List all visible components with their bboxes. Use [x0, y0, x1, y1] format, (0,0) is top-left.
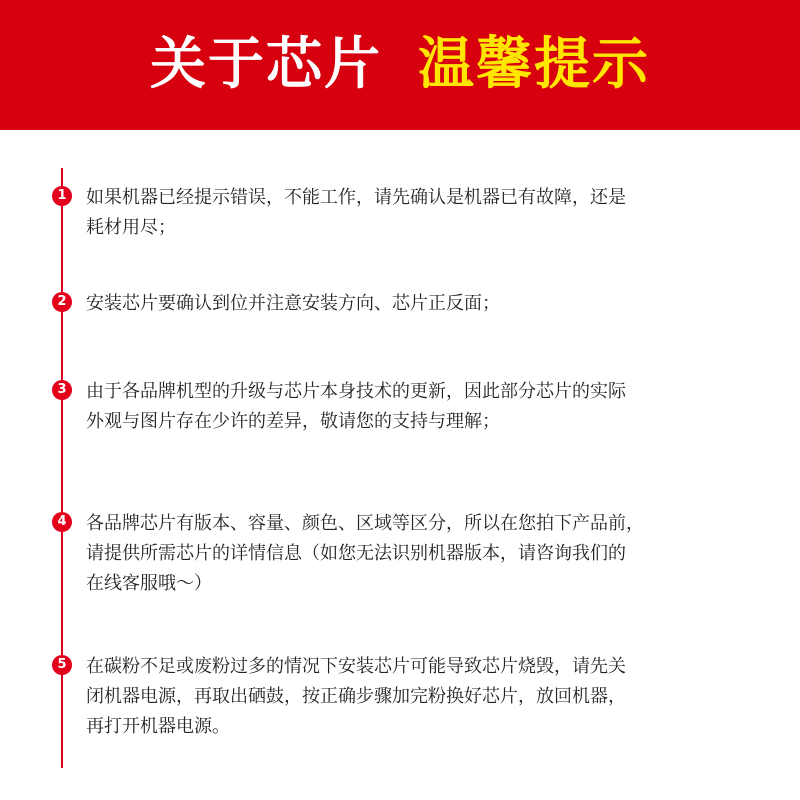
tip-item-2 — [52, 289, 772, 319]
tip-text: 由于各品牌机型的升级与芯片本身技术的更新，因此部分芯片的实际 外观与图片存在少许的差异，敬请您的支持与理解； — [86, 381, 626, 432]
title-about-chip: 关于芯片 — [150, 32, 382, 97]
number-badge-icon: 4 — [52, 512, 72, 532]
tip-text: 如果机器已经提示错误，不能工作，请先确认是机器已有故障，还是 耗材用尽； — [86, 187, 626, 238]
tip-text: 安装芯片要确认到位并注意安装方向、芯片正反面； — [86, 293, 500, 314]
number-badge-icon: 3 — [52, 380, 72, 400]
page-title — [150, 32, 650, 97]
tip-item-5 — [52, 652, 772, 742]
number-badge-icon: 2 — [52, 292, 72, 312]
title-warm-tips: 温馨提示 — [418, 32, 650, 97]
tip-item-4 — [52, 509, 772, 599]
tip-item-1 — [52, 183, 772, 243]
tip-item-3 — [52, 377, 772, 437]
tip-text: 在碳粉不足或废粉过多的情况下安装芯片可能导致芯片烧毁，请先关 闭机器电源，再取出硒鼓，按正确步骤加完粉换好芯片，放回机器， 再打开机器电源。 — [86, 656, 626, 737]
number-badge-icon: 1 — [52, 186, 72, 206]
header-banner — [0, 0, 800, 130]
tip-text: 各品牌芯片有版本、容量、颜色、区域等区分，所以在您拍下产品前， 请提供所需芯片的详情信息（如您无法识别机器版本，请咨询我们的 在线客服哦～） — [86, 513, 644, 594]
number-badge-icon: 5 — [52, 655, 72, 675]
